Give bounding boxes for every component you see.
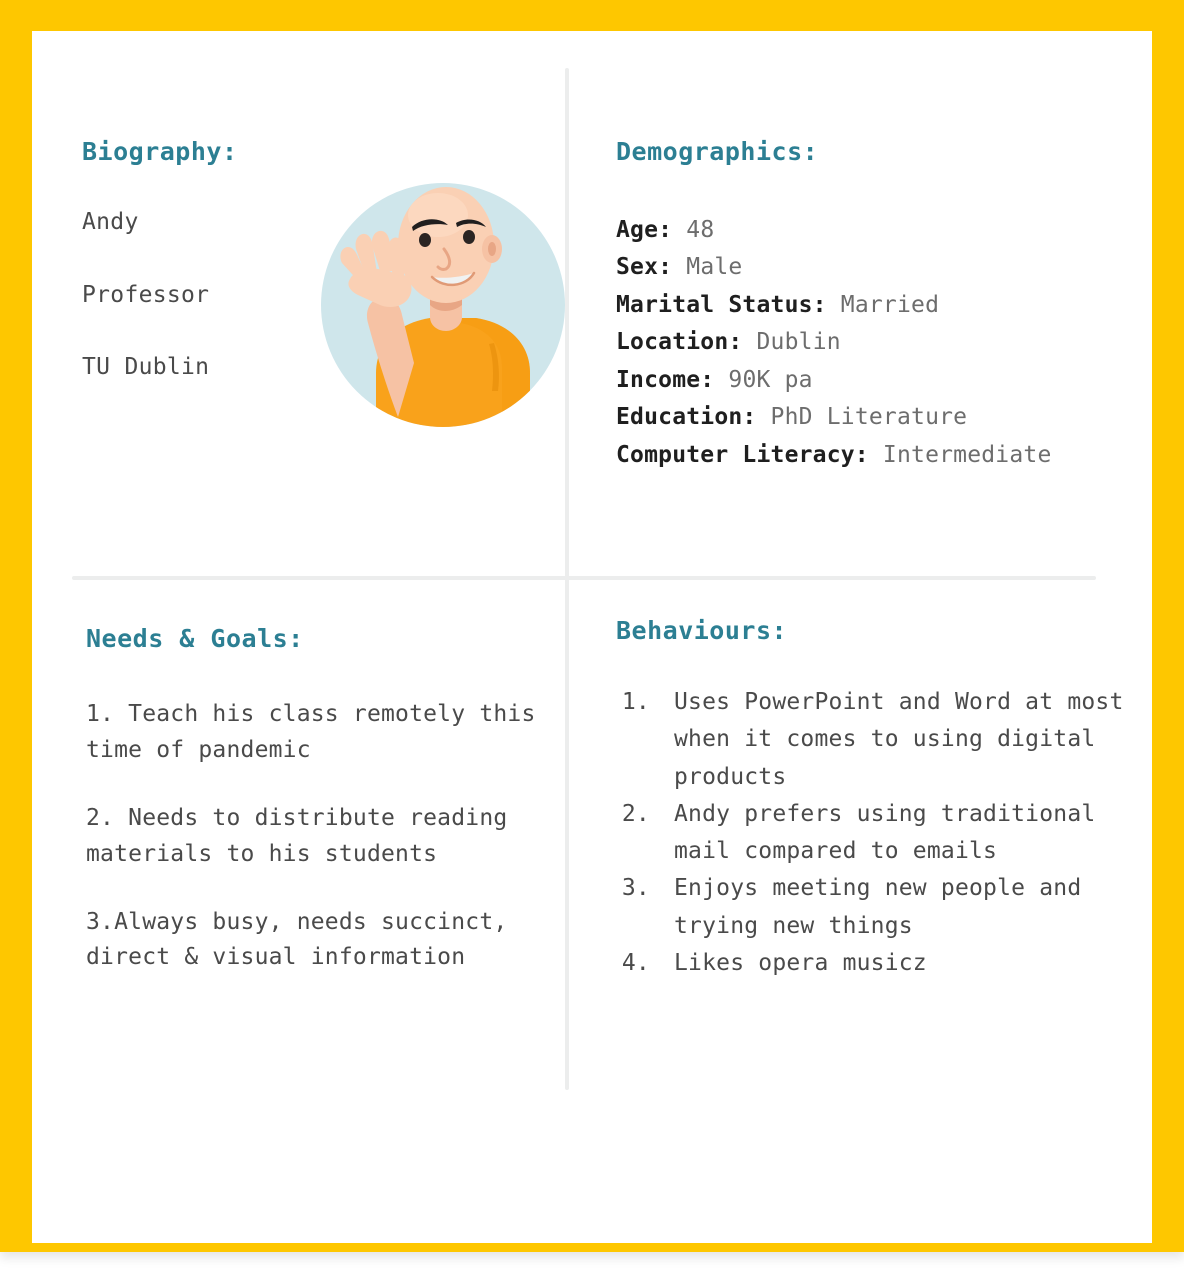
needs-goals-heading: Needs & Goals: [86, 624, 304, 653]
demographics-value-sex: Male [686, 254, 743, 281]
behaviours-section [616, 616, 1136, 982]
needs-goals-section [86, 624, 566, 976]
needs-goals-item: 3.Always busy, needs succinct, direct & visual information [86, 908, 508, 971]
biography-section [82, 137, 552, 382]
demographics-list [616, 212, 1136, 474]
biography-body [82, 209, 552, 382]
needs-goals-list [86, 697, 566, 976]
demographics-value-marital-status: Married [840, 291, 940, 318]
demographics-section [616, 137, 1136, 474]
demographics-label-marital-status: Marital Status: [616, 291, 827, 318]
demographics-label-sex: Sex: [616, 254, 673, 281]
demographics-value-age: 48 [686, 217, 715, 243]
demographics-heading: Demographics: [616, 137, 819, 166]
demographics-label-computer-literacy: Computer Literacy: [616, 441, 869, 468]
demographics-value-location: Dublin [756, 329, 841, 356]
behaviours-list-item: 4. Likes opera musicz [664, 945, 1136, 982]
persona-card [32, 31, 1152, 1243]
behaviours-list-item: 1. Uses PowerPoint and Word at most when it comes to using digital products [664, 684, 1136, 796]
demographics-row-sex [616, 249, 1136, 286]
demographics-row-income [616, 362, 1136, 399]
demographics-row-age [616, 212, 1136, 249]
demographics-label-income: Income: [616, 366, 715, 393]
demographics-value-education: PhD Literature [770, 404, 968, 431]
biography-line-organisation: TU Dublin [82, 354, 210, 381]
demographics-row-education [616, 399, 1136, 436]
biography-heading: Biography: [82, 137, 238, 166]
demographics-row-computer-literacy [616, 437, 1136, 474]
needs-goals-item: 1. Teach his class remotely this time of pandemic [86, 701, 536, 763]
demographics-label-location: Location: [616, 329, 743, 356]
horizontal-divider [72, 576, 1096, 580]
behaviours-list-item: 3. Enjoys meeting new people and trying new things [664, 870, 1136, 945]
demographics-row-marital-status [616, 287, 1136, 324]
biography-line-name: Andy [82, 209, 139, 235]
behaviours-list [616, 684, 1136, 982]
behaviours-heading: Behaviours: [616, 616, 788, 645]
behaviours-list-item: 2. Andy prefers using traditional mail compared to emails [664, 796, 1136, 871]
behaviours-body [616, 684, 1136, 982]
biography-line-role: Professor [82, 281, 210, 308]
demographics-row-location [616, 324, 1136, 361]
demographics-label-education: Education: [616, 404, 757, 431]
demographics-label-age: Age: [616, 217, 673, 243]
demographics-value-computer-literacy: Intermediate [882, 441, 1052, 468]
demographics-value-income: 90K pa [728, 366, 813, 393]
needs-goals-item: 2. Needs to distribute reading materials to his students [86, 804, 508, 867]
